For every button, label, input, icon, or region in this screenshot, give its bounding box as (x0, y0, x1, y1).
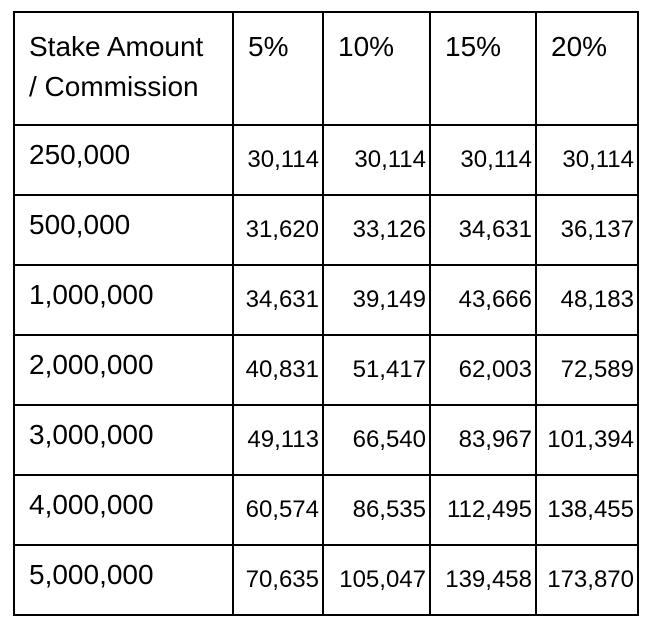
header-first-line1: Stake Amount (29, 31, 204, 62)
header-first-line2: / Commission (29, 71, 199, 102)
reward-value-cell: 60,574 (233, 475, 323, 545)
reward-value-cell: 43,666 (430, 265, 536, 335)
header-stake-commission (14, 12, 233, 125)
table-row (14, 475, 638, 545)
stake-amount-cell: 2,000,000 (14, 335, 233, 405)
reward-value-cell: 72,589 (536, 335, 638, 405)
header-commission-5: 5% (233, 12, 323, 125)
stake-amount-cell: 5,000,000 (14, 545, 233, 615)
reward-value-cell: 30,114 (430, 125, 536, 195)
reward-value-cell: 40,831 (233, 335, 323, 405)
reward-value-cell: 34,631 (233, 265, 323, 335)
reward-value-cell: 30,114 (323, 125, 430, 195)
table-row (14, 195, 638, 265)
stake-amount-cell: 500,000 (14, 195, 233, 265)
table-row (14, 265, 638, 335)
reward-value-cell: 83,967 (430, 405, 536, 475)
reward-value-cell: 139,458 (430, 545, 536, 615)
reward-value-cell: 49,113 (233, 405, 323, 475)
reward-value-cell: 34,631 (430, 195, 536, 265)
reward-value-cell: 51,417 (323, 335, 430, 405)
reward-value-cell: 173,870 (536, 545, 638, 615)
stake-amount-cell: 250,000 (14, 125, 233, 195)
reward-value-cell: 70,635 (233, 545, 323, 615)
reward-value-cell: 36,137 (536, 195, 638, 265)
header-commission-15: 15% (430, 12, 536, 125)
reward-value-cell: 31,620 (233, 195, 323, 265)
reward-value-cell: 138,455 (536, 475, 638, 545)
reward-value-cell: 66,540 (323, 405, 430, 475)
header-row (14, 12, 638, 125)
table-row (14, 335, 638, 405)
header-commission-10: 10% (323, 12, 430, 125)
table-row (14, 125, 638, 195)
reward-value-cell: 62,003 (430, 335, 536, 405)
header-commission-20: 20% (536, 12, 638, 125)
reward-value-cell: 30,114 (233, 125, 323, 195)
stake-amount-cell: 3,000,000 (14, 405, 233, 475)
reward-value-cell: 86,535 (323, 475, 430, 545)
reward-value-cell: 101,394 (536, 405, 638, 475)
table-row (14, 545, 638, 615)
stake-amount-cell: 1,000,000 (14, 265, 233, 335)
reward-value-cell: 33,126 (323, 195, 430, 265)
stake-amount-cell: 4,000,000 (14, 475, 233, 545)
reward-value-cell: 48,183 (536, 265, 638, 335)
reward-value-cell: 105,047 (323, 545, 430, 615)
reward-value-cell: 30,114 (536, 125, 638, 195)
reward-value-cell: 112,495 (430, 475, 536, 545)
reward-value-cell: 39,149 (323, 265, 430, 335)
table-row (14, 405, 638, 475)
stake-commission-table (13, 11, 639, 616)
